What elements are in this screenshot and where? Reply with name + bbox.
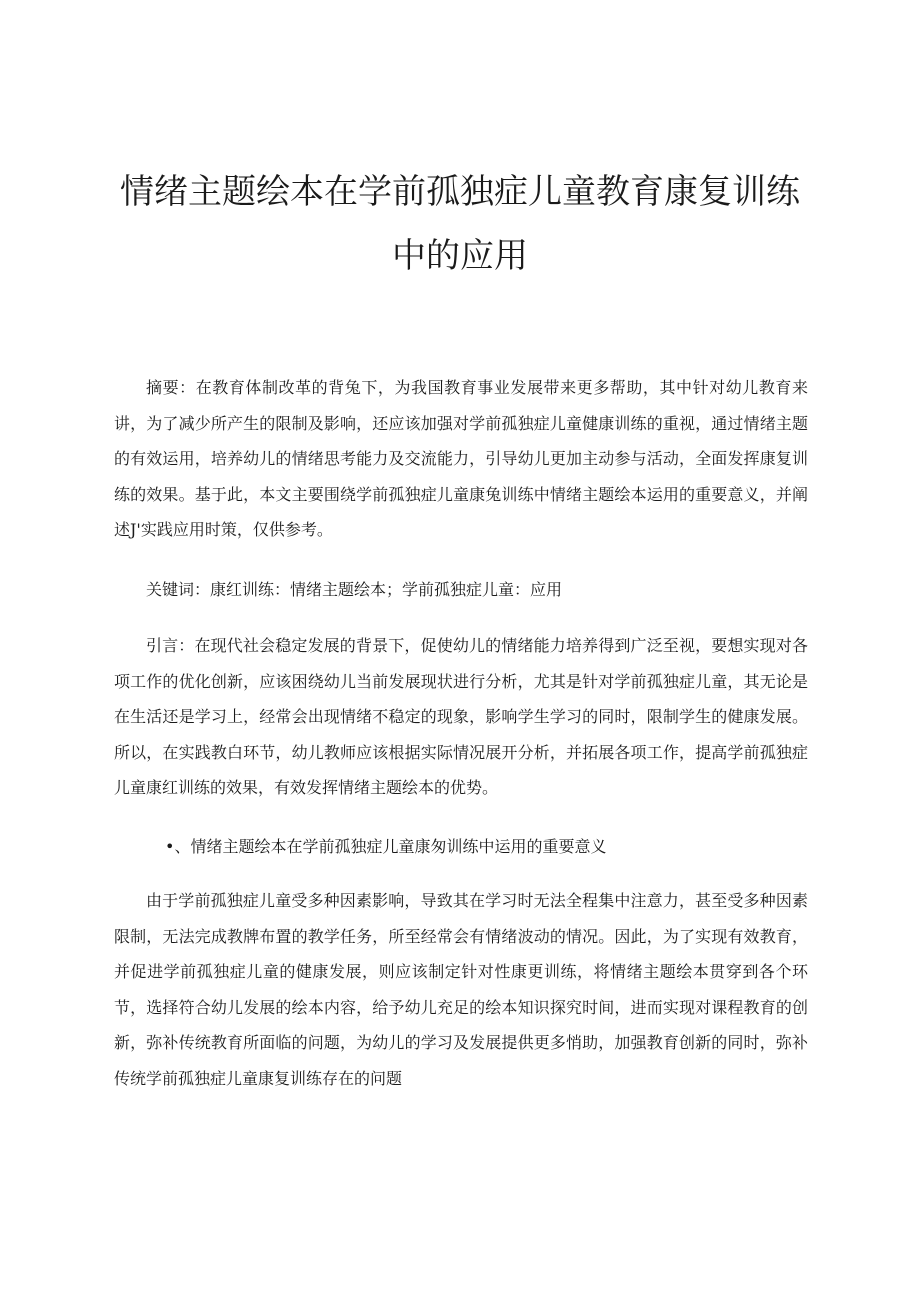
section-1-body: 由于学前孤独症儿童受多种因素影响，导致其在学习时无法全程集中注意力，甚至受多种因素限制，无法完成教牌布置的教学任务，所至经常会有情绪波动的情况。因此，为了实现有效教育，并促进学前孤独症儿童的健康发展，则应该制定针对性康更训练，将情绪主题绘本贯穿到各个环节，选择符合幼儿发展的绘本内容，给予幼儿充足的绘本知识探究时间，进而实现对课程教育的创新，弥补传统教育所面临的问题，为幼儿的学习及发展提供更多悄助，加强教育创新的同时，弥补传统学前孤独症儿童康复训练存在的问题 — [114, 891, 808, 1088]
section-heading-1: •、情绪主题绘本在学前孤独症儿童康匆训练中运用的重要意义 — [165, 837, 607, 856]
document-title-line-1: 情绪主题绘本在学前孤独症儿童教育康复训练 — [120, 172, 800, 212]
keywords-paragraph: 关键词：康红训练：情绪主题绘本；学前孤独症儿童：应用 — [146, 580, 563, 599]
abstract-paragraph: 摘要：在教育体制改革的背兔下，为我国教育事业发展带来更多帮助，其中针对幼儿教育来讲，为了减少所产生的限制及影响，还应该加强对学前孤独症儿童健康训练的重视，通过情绪主题的有效运用，培养幼儿的情绪思考能力及交流能力，引导幼儿更加主动参与活动，全面发挥康复训练的效果。基于此，本文主要围绕学前孤独症儿童康兔训练中情绪主题绘本运用的重要意义，并阐述J'实践应用时策，仅供参考。 — [114, 378, 808, 539]
introduction-paragraph: 引言：在现代社会稳定发展的背景下，促使幼儿的情绪能力培养得到广泛至视，要想实现对各项工作的优化创新，应该困绕幼儿当前发展现状进行分析，尤其是针对学前孤独症儿童，其无论是在生活还是学习上，经常会出现情绪不稳定的现象，影响学生学习的同时，限制学生的健康发展。所以，在实践教白环节，幼儿教师应该根据实际情况展开分析，并拓展各项工作，提高学前孤独症儿童康红训练的效果，有效发挥情绪主题绘本的优势。 — [114, 636, 808, 797]
document-title-line-2: 中的应用 — [392, 236, 528, 276]
